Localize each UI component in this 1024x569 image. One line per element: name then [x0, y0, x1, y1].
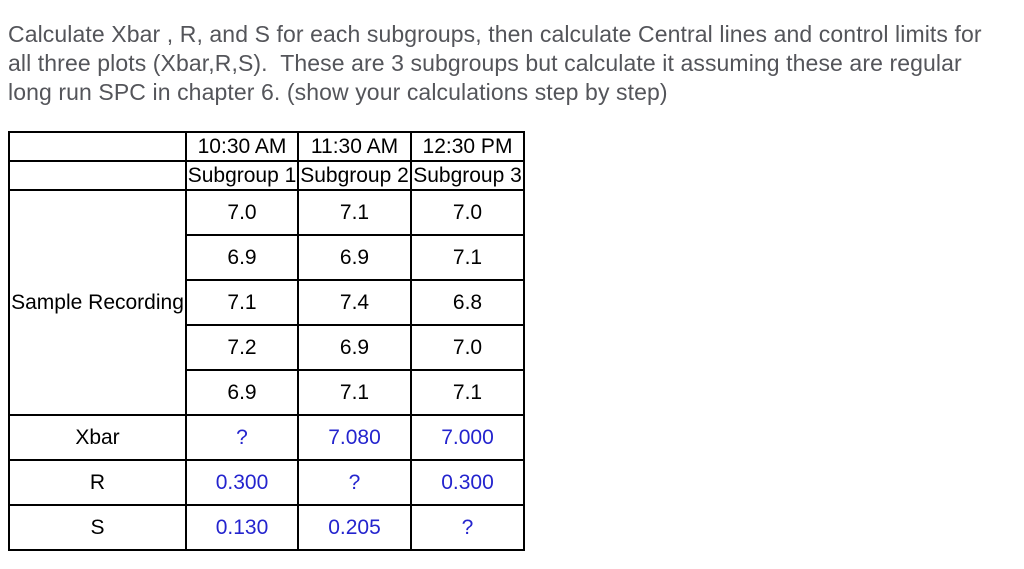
sample-value-cell: 6.9 [186, 370, 298, 415]
sample-value-cell: 7.1 [298, 190, 411, 235]
spc-data-table [8, 131, 525, 551]
stat-value-cell: ? [298, 460, 411, 505]
stat-value-cell: 0.300 [186, 460, 298, 505]
stat-value-cell: ? [186, 415, 298, 460]
sample-value-cell: 7.0 [411, 190, 524, 235]
stat-value-cell: 7.080 [298, 415, 411, 460]
sample-value-cell: 7.1 [298, 370, 411, 415]
question-line-3: long run SPC in chapter 6. (show your calculations step by step) [8, 79, 668, 105]
sample-value-cell: 6.8 [411, 280, 524, 325]
sample-value-cell: 7.1 [411, 370, 524, 415]
stat-value-cell: 0.205 [298, 505, 411, 550]
empty-cell [9, 161, 186, 190]
stat-value-cell: ? [411, 505, 524, 550]
subgroup-header-cell: Subgroup 2 [298, 161, 411, 190]
subgroup-header-row [9, 161, 524, 190]
question-line-1: Calculate Xbar , R, and S for each subgroups, then calculate Central lines and control limits for [8, 21, 982, 47]
sample-row [9, 190, 524, 235]
stat-row-label: S [9, 505, 186, 550]
subgroup-header-cell: Subgroup 1 [186, 161, 298, 190]
sample-value-cell: 6.9 [298, 235, 411, 280]
time-header-row [9, 132, 524, 161]
time-header-cell: 12:30 PM [411, 132, 524, 161]
sample-value-cell: 7.2 [186, 325, 298, 370]
time-header-cell: 10:30 AM [186, 132, 298, 161]
sample-recording-label: Sample Recording [9, 190, 186, 415]
stddev-row [9, 505, 524, 550]
time-header-cell: 11:30 AM [298, 132, 411, 161]
sample-value-cell: 7.0 [186, 190, 298, 235]
sample-value-cell: 7.4 [298, 280, 411, 325]
empty-cell [9, 132, 186, 161]
stat-value-cell: 7.000 [411, 415, 524, 460]
sample-value-cell: 7.0 [411, 325, 524, 370]
subgroup-header-cell: Subgroup 3 [411, 161, 524, 190]
question-line-2: all three plots (Xbar,R,S). These are 3 subgroups but calculate it assuming these are regular [8, 50, 962, 76]
stat-value-cell: 0.300 [411, 460, 524, 505]
stat-row-label: Xbar [9, 415, 186, 460]
question-text [8, 20, 1020, 107]
sample-value-cell: 7.1 [411, 235, 524, 280]
sample-value-cell: 7.1 [186, 280, 298, 325]
sample-value-cell: 6.9 [298, 325, 411, 370]
range-row [9, 460, 524, 505]
sample-value-cell: 6.9 [186, 235, 298, 280]
xbar-row [9, 415, 524, 460]
stat-row-label: R [9, 460, 186, 505]
stat-value-cell: 0.130 [186, 505, 298, 550]
